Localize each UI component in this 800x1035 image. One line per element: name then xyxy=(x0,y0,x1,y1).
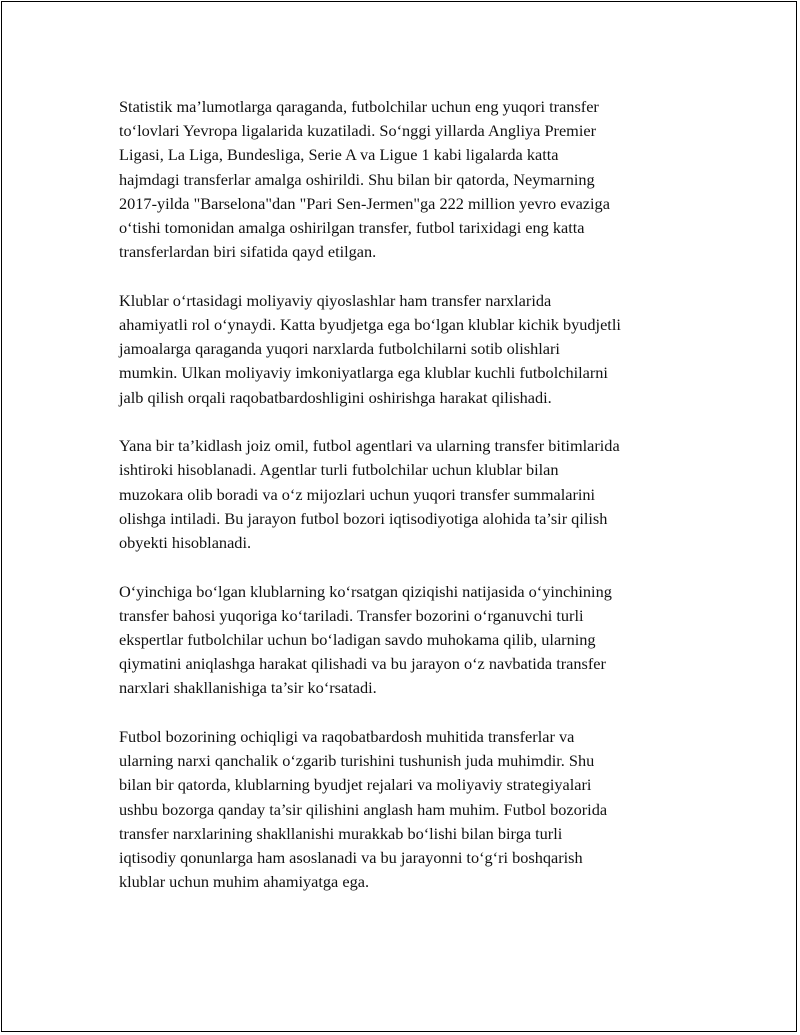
document-body xyxy=(119,95,699,919)
paragraph-3: Yana bir ta’kidlash joiz omil, futbol agentlari va ularning transfer bitimlarida ishtiroki hisoblanadi. Agentlar turli futbolchilar uchun klublar bilan muzokara olib boradi va o‘z mijozlari uchun yuqori transfer summalarini olishga intiladi. Bu jarayon futbol bozori iqtisodiyotiga alohida ta’sir qilish obyekti hisoblanadi. xyxy=(119,436,620,553)
paragraph-2: Klublar o‘rtasidagi moliyaviy qiyoslashlar ham transfer narxlarida ahamiyatli rol o‘ynaydi. Katta byudjetga ega bo‘lgan klublar kichik byudjetli jamoalarga qaraganda yuqori narxlarda futbolchilarni sotib olishlari mumkin. Ulkan moliyaviy imkoniyatlarga ega klublar kuchli futbolchilarni jalb qilish orqali raqobatbardoshligini oshirishga harakat qilishadi. xyxy=(119,290,621,407)
paragraph-1: Statistik ma’lumotlarga qaraganda, futbolchilar uchun eng yuqori transfer to‘lovlari Yevropa ligalarida kuzatiladi. So‘nggi yillarda Angliya Premier Ligasi, La Liga, Bundesliga, Serie A va Ligue 1 kabi ligalarda katta hajmdagi transferlar amalga oshirildi. Shu bilan bir qatorda, Neymarning 2017-yilda "Barselona"dan "Pari Sen-Jermen"ga 222 million yevro evaziga o‘tishi tomonidan amalga oshirilgan transfer, futbol tarixidagi eng katta transferlardan biri sifatida qayd etilgan. xyxy=(119,97,610,262)
paragraph-4: O‘yinchiga bo‘lgan klublarning ko‘rsatgan qiziqishi natijasida o‘yinchining transfer bahosi yuqoriga ko‘tariladi. Transfer bozorini o‘rganuvchi turli ekspertlar futbolchilar uchun bo‘ladigan savdo muhokama qilib, ularning qiymatini aniqlashga harakat qilishadi va bu jarayon o‘z navbatida transfer narxlari shakllanishiga ta’sir ko‘rsatadi. xyxy=(119,581,612,698)
document-page xyxy=(1,1,797,1032)
paragraph-5: Futbol bozorining ochiqligi va raqobatbardosh muhitida transferlar va ularning narxi qanchalik o‘zgarib turishini tushunish juda muhimdir. Shu bilan bir qatorda, klublarning byudjet rejalari va moliyaviy strategiyalari ushbu bozorga qanday ta’sir qilishini anglash ham muhim. Futbol bozorida transfer narxlarining shakllanishi murakkab bo‘lishi bilan birga turli iqtisodiy qonunlarga ham asoslanadi va bu jarayonni to‘g‘ri boshqarish klublar uchun muhim ahamiyatga ega. xyxy=(119,727,608,892)
